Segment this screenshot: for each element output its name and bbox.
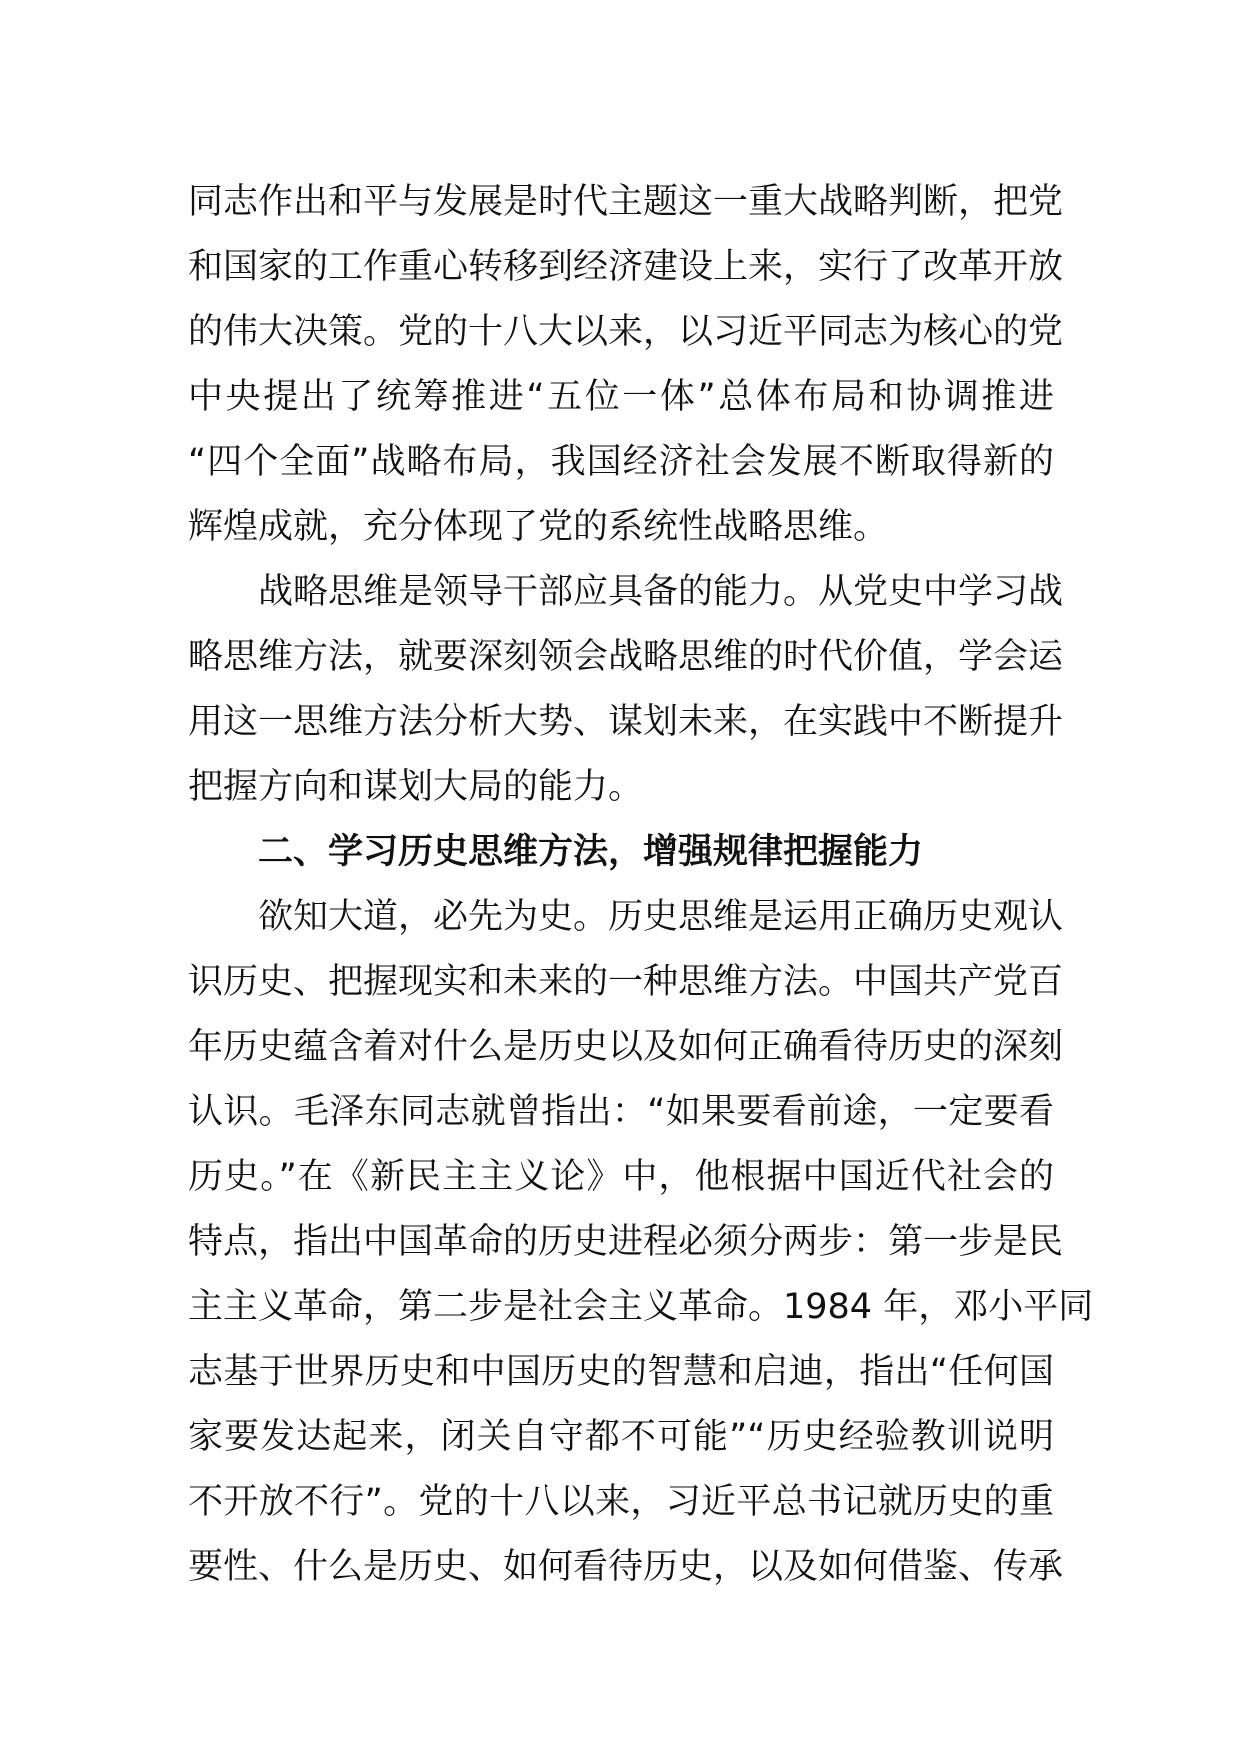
text-line: 特点，指出中国革命的历史进程必须分两步：第一步是民 [188,1222,1064,1262]
text-line: 中央提出了统筹推进“五位一体”总体布局和协调推进 [188,377,1054,417]
text-line: 要性、什么是历史、如何看待历史，以及如何借鉴、传承 [188,1547,1064,1587]
text-line: 不开放不行”。党的十八以来，习近平总书记就历史的重 [188,1482,1054,1522]
text-line: 认识。毛泽东同志就曾指出：“如果要看前途，一定要看 [188,1092,1054,1132]
body-text [188,170,1094,1600]
text-line: 把握方向和谋划大局的能力。 [188,767,644,807]
text-line: 辉煌成就，充分体现了党的系统性战略思维。 [188,507,889,547]
text-line: 略思维方法，就要深刻领会战略思维的时代价值，学会运 [188,637,1064,677]
paragraph-first-line: 战略思维是领导干部应具备的能力。从党史中学习战 [258,572,1064,612]
section-heading: 二、学习历史思维方法，增强规律把握能力 [258,832,924,872]
text-line: 年历史蕴含着对什么是历史以及如何正确看待历史的深刻 [188,1027,1064,1067]
text-line: 的伟大决策。党的十八大以来，以习近平同志为核心的党 [188,312,1064,352]
text-line: 和国家的工作重心转移到经济建设上来，实行了改革开放 [188,247,1064,287]
text-line: 同志作出和平与发展是时代主题这一重大战略判断，把党 [188,182,1064,222]
text-line: 历史。”在《新民主主义论》中，他根据中国近代社会的 [188,1157,1054,1197]
text-line: “四个全面”战略布局，我国经济社会发展不断取得新的 [188,442,1054,482]
text-line: 家要发达起来，闭关自守都不可能”“历史经验教训说明 [188,1417,1054,1457]
text-line: 用这一思维方法分析大势、谋划未来，在实践中不断提升 [188,702,1064,742]
text-line: 识历史、把握现实和未来的一种思维方法。中国共产党百 [188,962,1064,1002]
text-line: 志基于世界历史和中国历史的智慧和启迪，指出“任何国 [188,1352,1054,1392]
text-line: 主主义革命，第二步是社会主义革命。1984 年，邓小平同 [188,1287,1094,1327]
paragraph-first-line: 欲知大道，必先为史。历史思维是运用正确历史观认 [258,897,1064,937]
